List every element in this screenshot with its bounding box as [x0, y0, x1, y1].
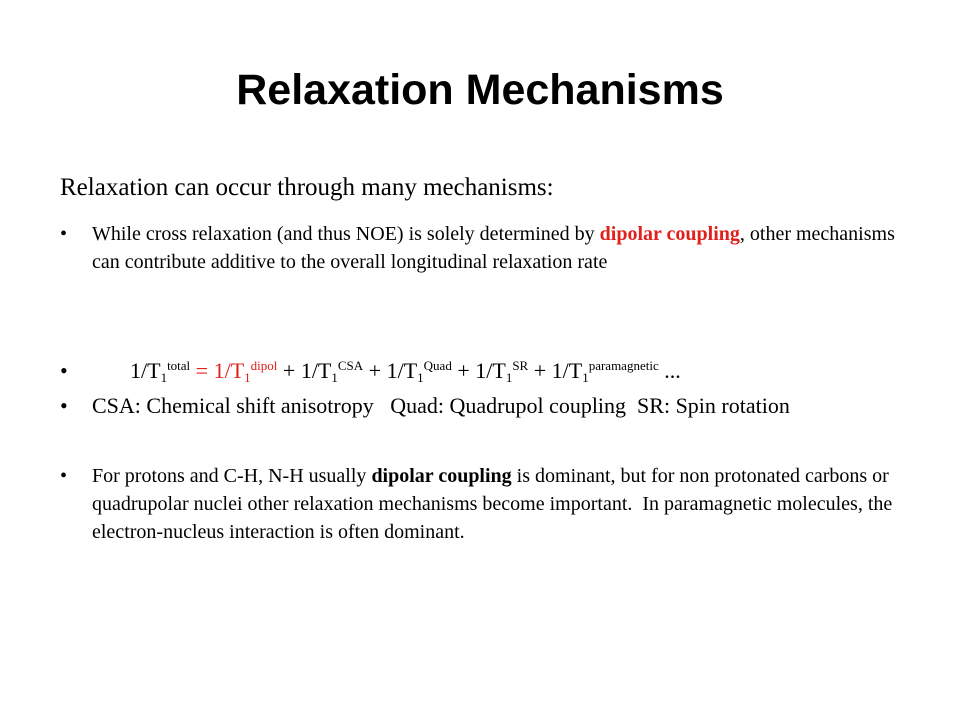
eq-plus: +: [451, 358, 476, 383]
bullet-dipolar-intro: [60, 220, 920, 276]
eq-equals: =: [190, 358, 214, 383]
eq-quad-sup: Quad: [423, 358, 452, 373]
bullet-dot: •: [60, 223, 68, 245]
eq-plus: +: [528, 358, 552, 383]
eq-quad-sub: 1: [417, 370, 424, 385]
dipolar-coupling-bold: dipolar coupling: [371, 465, 512, 487]
bullet-dot: •: [60, 393, 68, 418]
eq-dipol-prefix: 1/T: [213, 358, 245, 383]
eq-para-prefix: 1/T: [551, 358, 583, 383]
bullet-text-part2: , other mechanisms can contribute additive to the overall longitudinal relaxation rate: [92, 223, 895, 273]
bullet-dot: •: [60, 465, 68, 487]
bullet-equation: [60, 357, 920, 385]
eq-csa-prefix: 1/T: [300, 358, 332, 383]
eq-paramagnetic-term: [552, 358, 659, 383]
relaxation-rate-equation: [92, 357, 920, 385]
eq-plus: +: [363, 358, 387, 383]
bullet-abbreviations: [60, 392, 920, 420]
eq-plus: +: [277, 358, 301, 383]
eq-quad-term: [387, 358, 452, 383]
eq-sr-term: [475, 358, 528, 383]
bullet-text-part1: For protons and C-H, N-H usually: [92, 465, 372, 487]
eq-dipol-term: [190, 358, 277, 383]
eq-dipol-sub: 1: [244, 370, 251, 385]
bullet-text-part1: While cross relaxation (and thus NOE) is solely determined by: [92, 223, 600, 245]
eq-ellipsis: ...: [658, 358, 681, 383]
eq-para-sub: 1: [582, 370, 589, 385]
abbreviations-text: CSA: Chemical shift anisotropy Quad: Quadrupol coupling SR: Spin rotation: [92, 393, 790, 418]
eq-sr-prefix: 1/T: [475, 358, 506, 383]
intro-text: Relaxation can occur through many mechanisms:: [60, 174, 554, 201]
bullet-text: [92, 220, 920, 276]
eq-sr-sub: 1: [505, 370, 513, 385]
eq-quad-prefix: 1/T: [386, 358, 418, 383]
eq-csa-sub: 1: [331, 370, 338, 385]
bullet-text-part2: is dominant, but for non protonated carbons or quadrupolar nuclei other relaxation mechanisms become important. In paramagnetic molecules, the electron-nucleus interaction is often dominant.: [92, 465, 898, 543]
slide-title: Relaxation Mechanisms: [236, 66, 724, 114]
dipolar-coupling-emphasis: dipolar coupling: [599, 223, 740, 245]
eq-csa-term: [301, 358, 363, 383]
eq-lhs-sub: 1: [160, 370, 168, 385]
eq-lhs: [130, 358, 190, 383]
eq-para-sup: paramagnetic: [588, 358, 659, 373]
bullet-dominance: [60, 462, 920, 546]
eq-lhs-sup: total: [167, 358, 191, 373]
bullet-dot: •: [60, 358, 68, 383]
eq-sr-sup: SR: [512, 358, 529, 373]
eq-dipol-sup: dipol: [250, 358, 278, 373]
eq-csa-sup: CSA: [337, 358, 364, 373]
bullet-text: [92, 462, 920, 546]
eq-lhs-prefix: 1/T: [130, 358, 161, 383]
